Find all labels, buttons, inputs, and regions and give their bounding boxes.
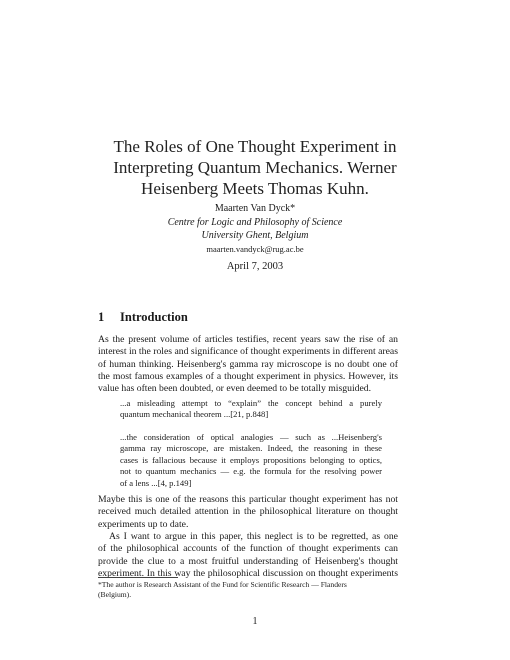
text-line: As the present volume of articles testifies, recent years saw the rise of an — [98, 334, 398, 345]
section-number: 1 — [98, 310, 105, 324]
page-number: 1 — [252, 616, 258, 627]
quote-line: quantum mechanical theorem ...[21, p.848] — [120, 409, 269, 420]
text-line: experiment. In this way the philosophical discussion on thought experiments — [98, 567, 398, 579]
footnote-line: (Belgium). — [98, 590, 132, 599]
section-heading — [98, 310, 188, 325]
title-line: The Roles of One Thought Experiment in — [113, 137, 397, 156]
paragraph-body — [98, 531, 398, 580]
text-line: of the philosophical accounts of the function of thought experiments can — [98, 543, 398, 555]
footnote-line: *The author is Research Assistant of the Fund for Scientific Research — Flanders — [98, 580, 347, 589]
text-line: provide the clue to a most fruitful understanding of Heisenberg's thought — [98, 555, 398, 567]
quote-line: cases is fallacious because it employs propositions belonging to optics, — [120, 454, 382, 465]
section-title: Introduction — [120, 310, 188, 324]
quote-line: ...a misleading attempt to “explain” the concept behind a purely — [120, 398, 382, 408]
author-block — [80, 202, 430, 256]
title-line: Interpreting Quantum Mechanics. Werner — [113, 158, 397, 177]
title-line: Heisenberg Meets Thomas Kuhn. — [141, 179, 369, 198]
text-line: Maybe this is one of the reasons this particular thought experiment has not — [98, 494, 398, 505]
paragraph-body — [98, 494, 398, 531]
quote-line: of a lens ...[4, p.149] — [120, 477, 192, 488]
text-line: experiments up to date. — [98, 518, 189, 530]
footnote — [98, 580, 398, 600]
quote-line: ...the consideration of optical analogies — such as ...Heisenberg's — [120, 432, 382, 442]
footnote-rule — [98, 577, 178, 578]
author-name: Maarten Van Dyck* — [214, 203, 296, 214]
block-quote — [120, 432, 382, 489]
text-line: received much detailed attention in the philosophical literature on thought — [98, 506, 398, 518]
text-line: As I want to argue in this paper, this neglect is to be regretted, as one — [109, 531, 398, 542]
quote-line: not to quantum mechanics — e.g. the formula for the resolving power — [120, 466, 382, 477]
text-line: value has often been doubted, or even deemed to be totally misguided. — [98, 383, 372, 395]
text-line: of human thinking. Heisenberg's gamma ray microscope is no doubt one of — [98, 358, 398, 370]
text-line: the most famous examples of a thought experiment in physics. However, its — [98, 370, 398, 382]
paragraph-intro — [98, 334, 398, 395]
quote-line: gamma ray microscope, are mistaken. Indeed, the reasoning in these — [120, 443, 382, 454]
paper-date: April 7, 2003 — [226, 261, 284, 272]
author-email: maarten.vandyck@rug.ac.be — [206, 243, 304, 254]
text-line: interest in the roles and significance of thought experiments in different areas — [98, 346, 398, 358]
author-affiliation: Centre for Logic and Philosophy of Science — [167, 216, 343, 228]
author-institution: University Ghent, Belgium — [201, 230, 309, 241]
block-quote — [120, 398, 382, 421]
paper-title — [80, 136, 430, 199]
